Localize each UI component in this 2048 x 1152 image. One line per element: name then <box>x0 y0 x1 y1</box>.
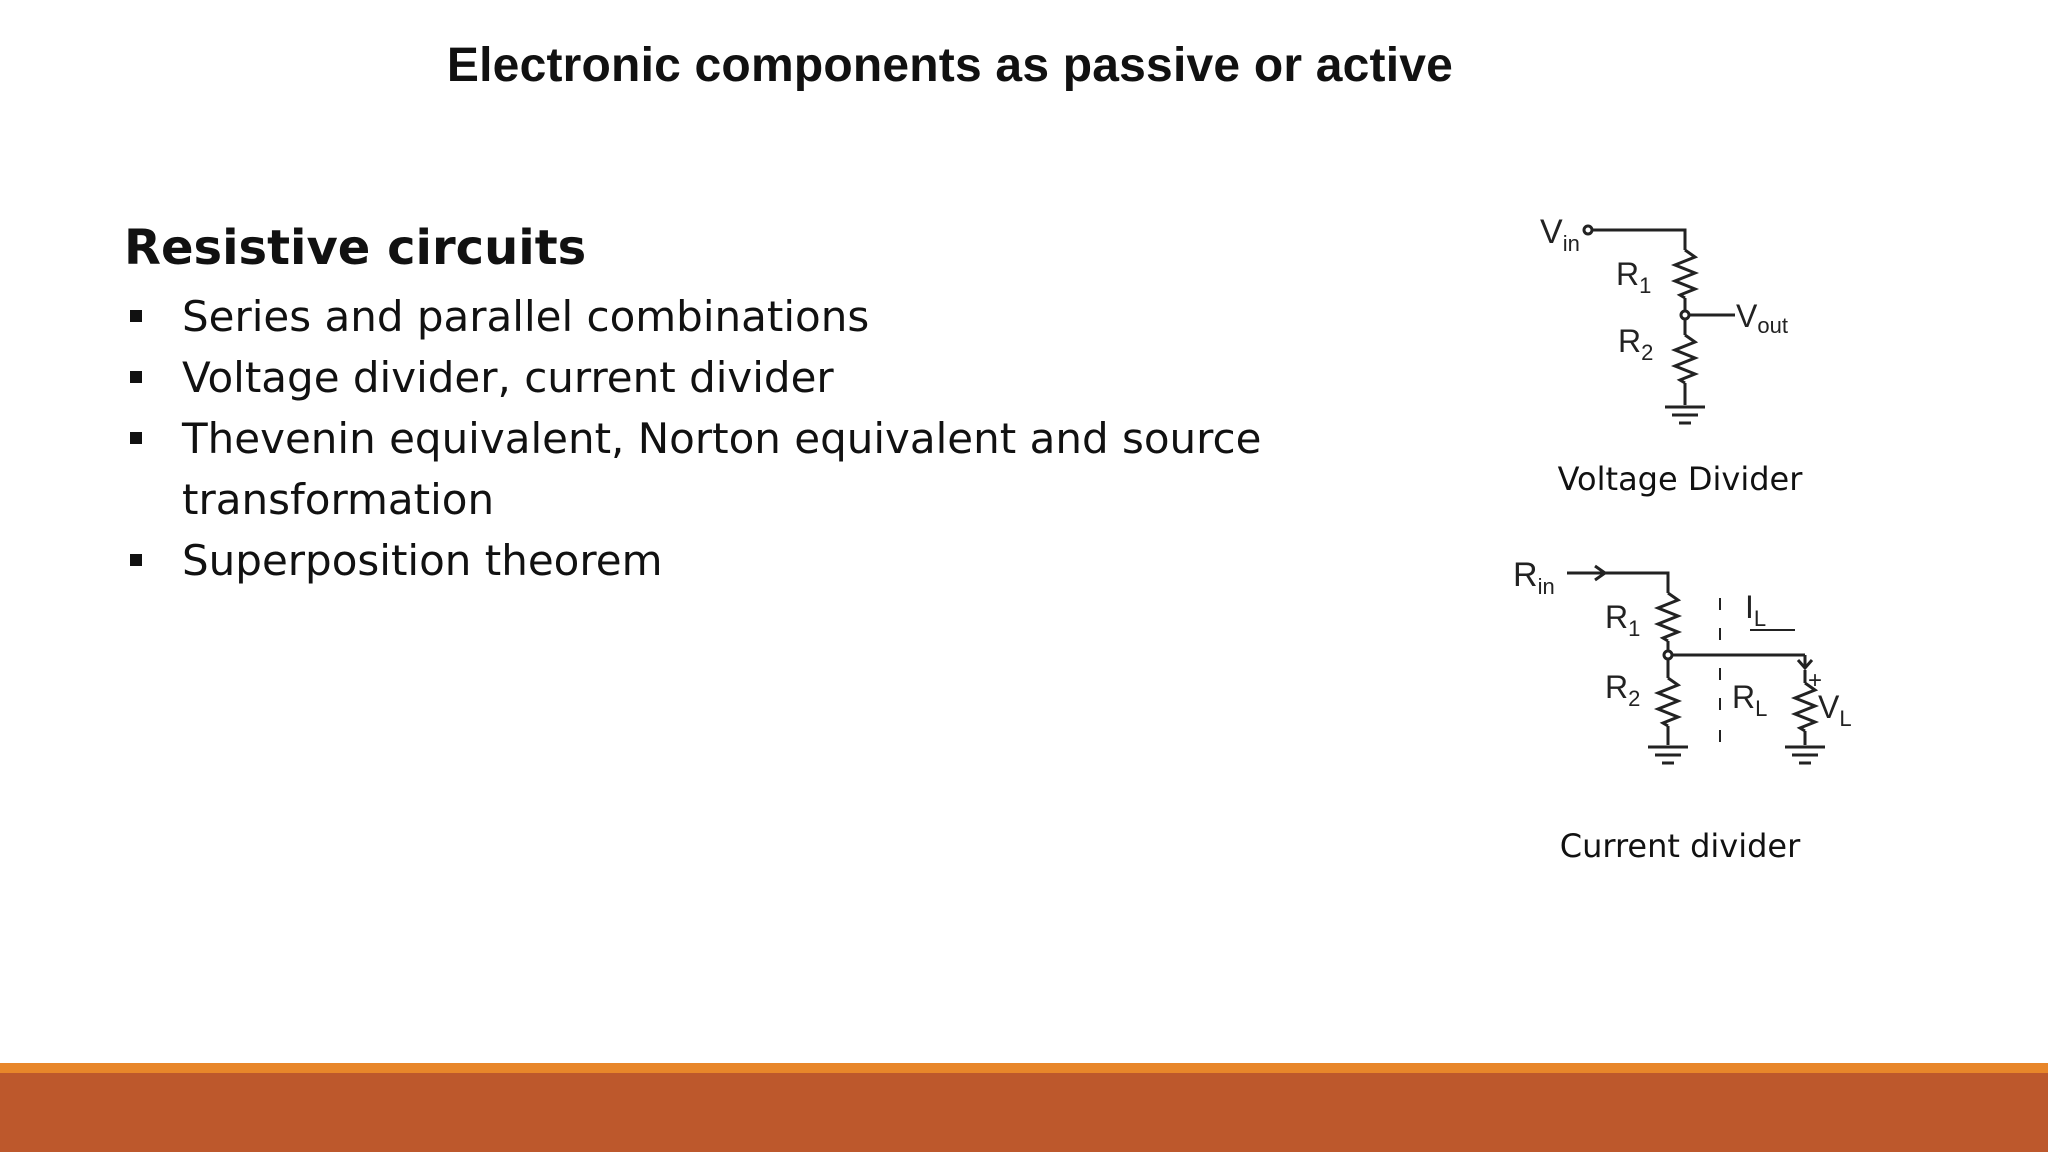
rin-label: $R_{in}$ <box>1513 556 1555 599</box>
vin-label: $V_{in}$ <box>1540 213 1580 256</box>
footer-accent-line <box>0 1063 2048 1073</box>
vl-label: $V_L$ <box>1818 689 1852 731</box>
square-bullet-icon <box>130 554 142 566</box>
r2-label: $R_2$ <box>1605 669 1641 711</box>
voltage-divider-schematic <box>1530 210 1810 440</box>
rl-label: $R_L$ <box>1732 679 1768 721</box>
slide-content <box>124 220 1324 591</box>
square-bullet-icon <box>130 310 142 322</box>
bullet-item <box>124 408 1312 530</box>
voltage-divider-figure <box>1530 210 1810 440</box>
bullet-text: Voltage divider, current divider <box>182 353 834 402</box>
r1-label: $R_1$ <box>1616 256 1652 298</box>
bullet-text: Superposition theorem <box>182 536 663 585</box>
plus-sign: + <box>1808 667 1823 694</box>
bullet-text: Thevenin equivalent, Norton equivalent and source transformation <box>182 414 1262 524</box>
bullet-item <box>124 530 1324 591</box>
square-bullet-icon <box>130 371 142 383</box>
current-divider-figure <box>1505 548 1865 778</box>
voltage-divider-caption: Voltage Divider <box>1557 460 1803 498</box>
bullet-item <box>124 347 1324 408</box>
r2-label: $R_2$ <box>1618 323 1654 365</box>
slide-title: Electronic components as passive or active <box>446 39 1454 92</box>
r1-label: $R_1$ <box>1605 599 1641 641</box>
il-label: $I_L$ <box>1745 589 1767 631</box>
current-divider-caption: Current divider <box>1559 827 1801 865</box>
bullet-text: Series and parallel combinations <box>182 292 870 341</box>
bullet-list <box>124 286 1324 591</box>
bullet-item <box>124 286 1324 347</box>
square-bullet-icon <box>130 432 142 444</box>
vout-label: Vout <box>1736 298 1788 338</box>
section-heading: Resistive circuits <box>124 220 587 276</box>
current-divider-schematic <box>1505 548 1865 778</box>
footer-bar <box>0 1073 2048 1152</box>
